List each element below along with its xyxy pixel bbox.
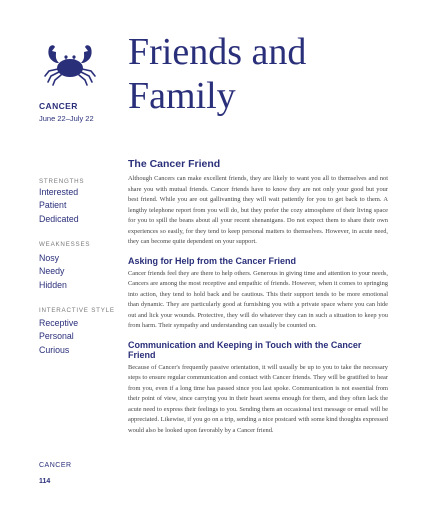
page-title <box>128 30 306 118</box>
interactive-item: Receptive <box>39 318 79 328</box>
page-title-line-2: Family <box>128 75 236 117</box>
weakness-item: Needy <box>39 266 65 277</box>
interactive-item: Curious <box>39 344 70 355</box>
crab-icon <box>41 41 99 87</box>
page-title-line-1: Friends and <box>128 31 307 73</box>
sign-dates: June 22–July 22 <box>39 114 94 123</box>
section-body: Cancer friends feel they are there to help others. Generous in giving time and attention to your needs, Cancers are among the most receptive and empathic of friends. However, when it comes to springing into action, they tend to hold back and be cautious. This their support tends to be more emotional than dynamic. They are particularly good at furnishing you with a private space where you can hide out and lick your wounds. Protective, they will do whatever they can in such a situation to keep you from harm. Their sympathy and understanding can usually be counted on. <box>128 269 388 329</box>
interactive-item: Personal <box>39 331 74 342</box>
section-heading: Asking for Help from the Cancer Friend <box>128 255 297 266</box>
weakness-item: Nosy <box>39 253 60 263</box>
page-number: 114 <box>39 478 51 485</box>
strengths-heading: STRENGTHS <box>39 178 85 185</box>
interactive-style-heading: INTERACTIVE STYLE <box>39 307 115 314</box>
weaknesses-heading: WEAKNESSES <box>39 241 91 248</box>
weaknesses-list <box>39 252 67 292</box>
sign-name: CANCER <box>39 101 78 111</box>
section-heading: The Cancer Friend <box>128 158 221 170</box>
strength-item: Interested <box>39 187 79 197</box>
section-heading: Communication and Keeping in Touch with the Cancer Friend <box>128 339 362 360</box>
footer-sign-name: CANCER <box>39 462 72 469</box>
strengths-list <box>39 186 79 226</box>
section-body: Because of Cancer's frequently passive orientation, it will usually be up to you to take the necessary steps to ensure regular communication and contact with Cancer friends. They will be gratified to hear from you, even if a long time has passed since you last spoke. Communication is not essential from their point of view, since carrying you in their heart seems enough for them, and they often lack the acute need to express their feelings to you. Sending them an occasional text message or email will be appreciated. Likewise, if you go on a trip, sending a nice postcard with some kind thoughts expressed would also be looked upon favorably by a Cancer friend. <box>128 363 388 434</box>
weakness-item: Hidden <box>39 279 67 290</box>
strength-item: Dedicated <box>39 213 79 224</box>
main-content <box>128 158 388 436</box>
section-body: Although Cancers can make excellent friends, they are likely to want you all to themselves and not share you with mutual friends. Cancer friends have to know they are not only your good but your best friend. While you are out gallivanting they will wait patiently for you to get back to them. A lengthy telephone report from you will do, but they prefer the cozy atmosphere of their living space for you to spill the beans about all your recent shenanigans. Do not expect them to share their own experiences so easily, for they tend to keep personal matters to themselves. However, in acute need, they can become quite dependent on your support. <box>128 175 388 245</box>
strength-item: Patient <box>39 200 67 211</box>
interactive-style-list <box>39 317 78 357</box>
